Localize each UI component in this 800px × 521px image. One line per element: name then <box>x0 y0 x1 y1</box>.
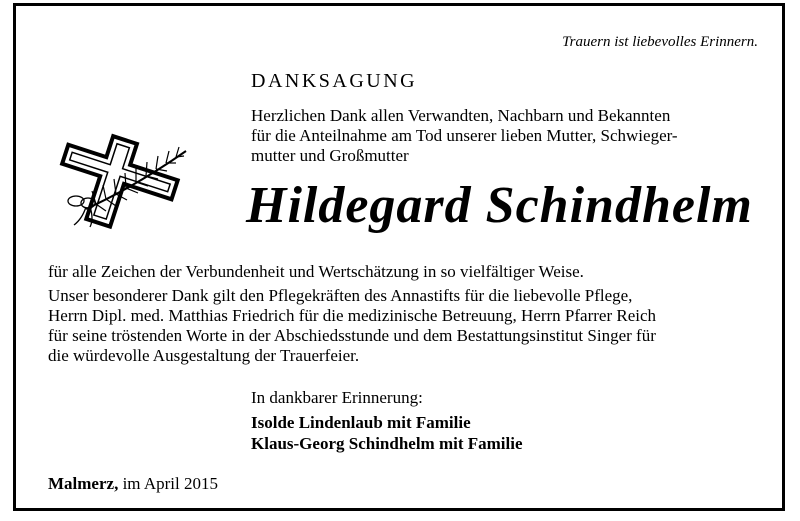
signature-intro: In dankbarer Erinnerung: <box>251 388 423 407</box>
motto: Trauern ist liebevolles Erinnern. <box>562 34 758 50</box>
body-line: für seine tröstenden Worte in der Abschiedsstunde und dem Bestattungsinstitut Singer für <box>48 326 656 345</box>
intro-line: Herzlichen Dank allen Verwandten, Nachbarn und Bekannten <box>251 106 671 125</box>
signer: Klaus-Georg Schindhelm mit Familie <box>251 434 523 453</box>
signer: Isolde Lindenlaub mit Familie <box>251 413 471 432</box>
deceased-name: Hildegard Schindhelm <box>246 177 753 234</box>
signers <box>251 412 523 454</box>
body-line: Herrn Dipl. med. Matthias Friedrich für die medizinische Betreuung, Herrn Pfarrer Reich <box>48 306 657 325</box>
body-line: für alle Zeichen der Verbundenheit und Wertschätzung in so vielfältiger Weise. <box>48 262 584 281</box>
closing-date: im April 2015 <box>122 474 218 493</box>
closing <box>48 474 218 494</box>
body-line: Unser besonderer Dank gilt den Pflegekräften des Annastifts für die liebevolle Pflege, <box>48 286 633 305</box>
closing-place: Malmerz, <box>48 474 119 493</box>
intro-line: mutter und Großmutter <box>251 146 409 165</box>
intro-line: für die Anteilnahme am Tod unserer lieben Mutter, Schwieger- <box>251 126 678 145</box>
heading: DANKSAGUNG <box>251 70 418 92</box>
obituary-card <box>13 3 785 511</box>
intro-text <box>251 106 678 166</box>
body-text <box>48 262 656 366</box>
cross-with-palm-frond-icon <box>46 131 246 231</box>
body-line: die würdevolle Ausgestaltung der Trauerfeier. <box>48 346 360 365</box>
